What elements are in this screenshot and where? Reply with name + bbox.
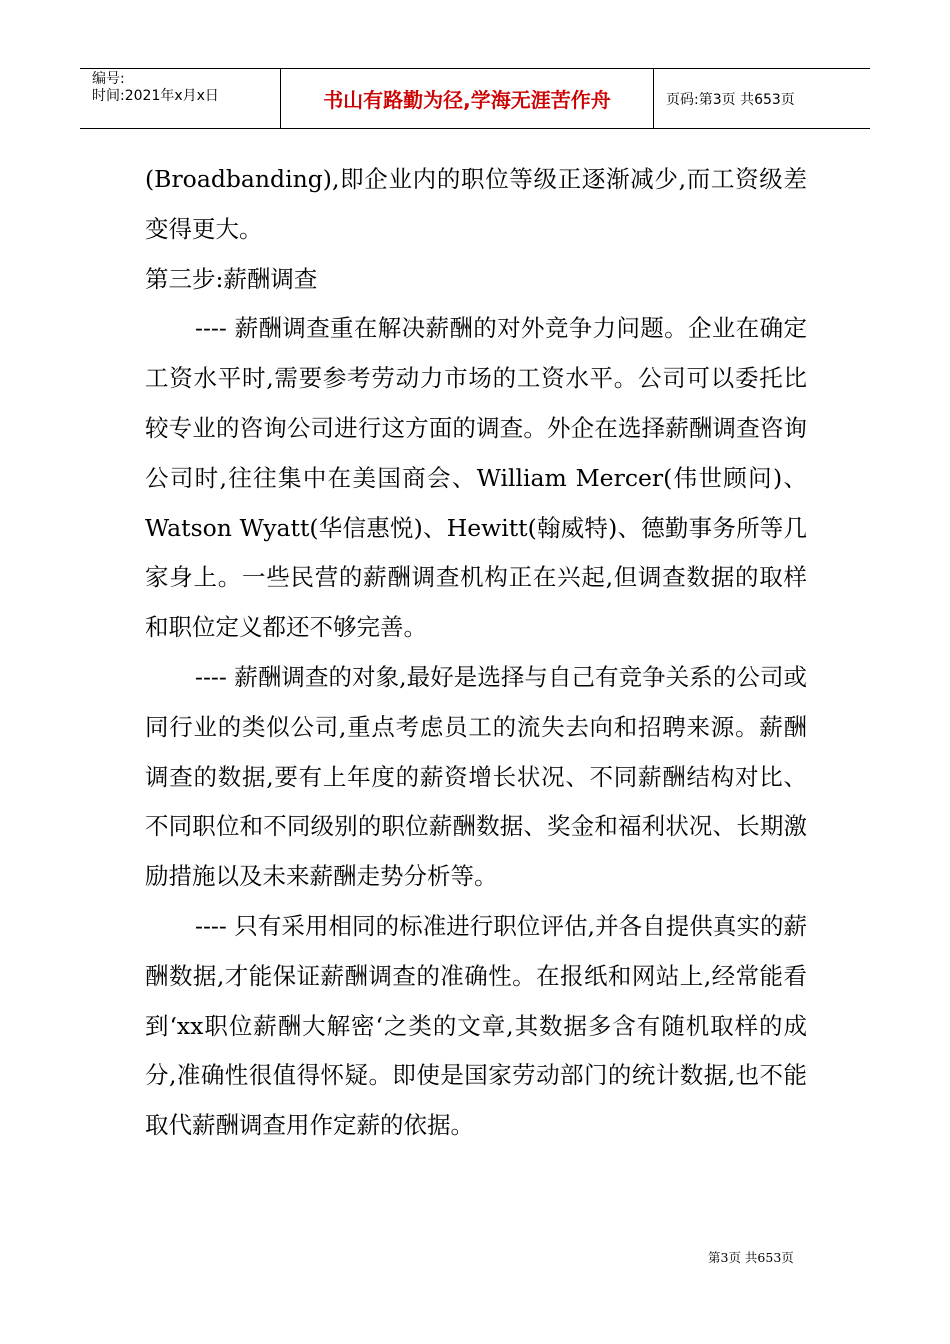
header-motto: 书山有路勤为径,学海无涯苦作舟 xyxy=(281,69,654,128)
paragraph-continuation: (Broadbanding),即企业内的职位等级正逐渐减少,而工资级差变得更大。 xyxy=(145,165,807,243)
header-page-number: 页码:第3页 共653页 xyxy=(666,91,795,108)
document-time-label: 时间:2021年x月x日 xyxy=(92,88,219,104)
paragraph: ---- 薪酬调查的对象,最好是选择与自己有竞争关系的公司或同行业的类似公司,重点考虑员工的流失去向和招聘来源。薪酬调查的数据,要有上年度的薪资增长状况、不同薪酬结构对比、不同职位和不同级别的职位薪酬数据、奖金和福利状况、长期激励措施以及未来薪酬走势分析等。 xyxy=(145,662,807,891)
section-heading: 第三步:薪酬调查 xyxy=(145,264,318,293)
document-body xyxy=(145,155,807,1151)
document-number-label: 编号: xyxy=(92,71,125,87)
page-header xyxy=(80,68,870,129)
header-meta xyxy=(80,69,281,128)
paragraph: ---- 薪酬调查重在解决薪酬的对外竞争力问题。企业在确定工资水平时,需要参考劳动力市场的工资水平。公司可以委托比较专业的咨询公司进行这方面的调查。外企在选择薪酬调查咨询公司时,往往集中在美国商会、William Mercer(伟世顾问)、Watson Wyatt(华信惠悦)、Hewitt(翰威特)、德勤事务所等几家身上。一些民营的薪酬调查机构正在兴起,但调查数据的取样和职位定义都还不够完善。 xyxy=(145,314,807,642)
page-footer: 第3页 共653页 xyxy=(708,1250,794,1265)
paragraph: ---- 只有采用相同的标准进行职位评估,并各自提供真实的薪酬数据,才能保证薪酬调查的准确性。在报纸和网站上,经常能看到‘xx职位薪酬大解密‘之类的文章,其数据多含有随机取样的成分,准确性很值得怀疑。即使是国家劳动部门的统计数据,也不能取代薪酬调查用作定薪的依据。 xyxy=(145,911,807,1140)
